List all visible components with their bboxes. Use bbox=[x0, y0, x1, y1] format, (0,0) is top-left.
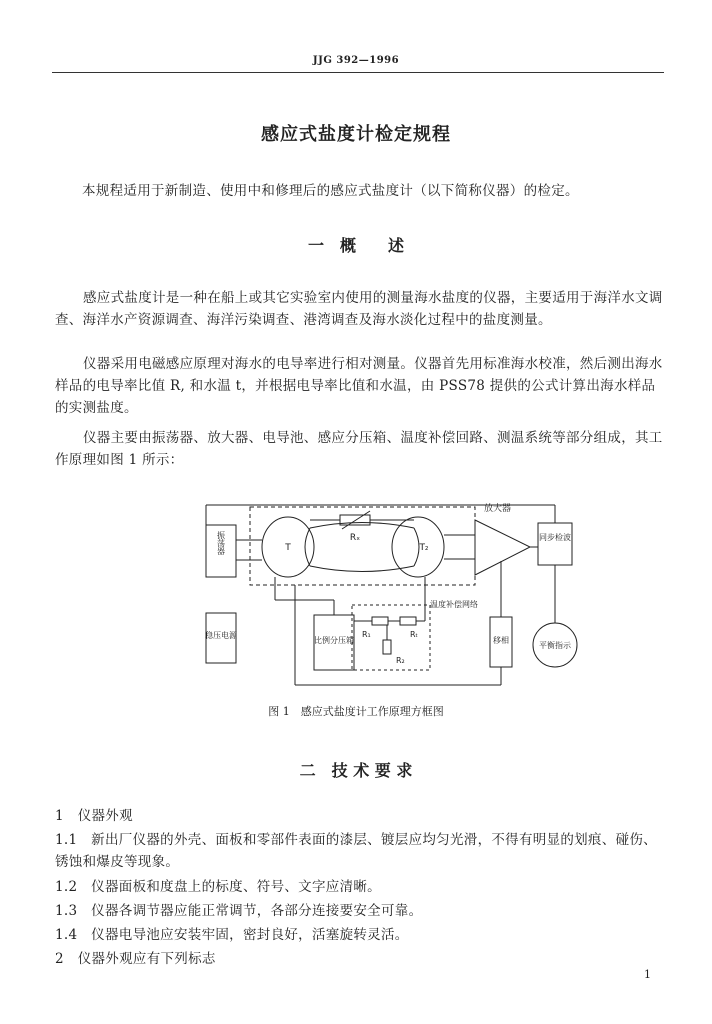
rx-label: Rₓ bbox=[349, 533, 361, 543]
sync-detector-label: 同步检波 bbox=[539, 533, 571, 542]
requirement-item: 1.3 仪器各调节器应能正常调节，各部分连接要安全可靠。 bbox=[55, 903, 423, 919]
section-1-para-1: 感应式盐度计是一种在船上或其它实验室内使用的测量海水盐度的仪器，主要适用于海洋水文调查、海洋水产资源调查、海洋污染调查、港湾调查及海水淡化过程中的盐度测量。 bbox=[55, 290, 663, 328]
temp-network-label: 温度补偿网络 bbox=[430, 600, 478, 609]
page-number: 1 bbox=[644, 968, 651, 981]
divider-label: 比例分压箱 bbox=[314, 636, 354, 645]
r2-resistor bbox=[383, 640, 391, 654]
amplifier-label: 放大器 bbox=[484, 504, 512, 514]
section-1-para-2: 仪器采用电磁感应原理对海水的电导率进行相对测量。仪器首先用标准海水校准，然后测出海水样品的电导率比值 R, 和水温 t，并根据电导率比值和水温，由 PSS78 提供的公式计算出海水样品的实测盐度。 bbox=[55, 356, 663, 416]
oscillator-label: 振荡器 bbox=[216, 531, 226, 555]
intro-paragraph: 本规程适用于新制造、使用中和修理后的感应式盐度计（以下简称仪器）的检定。 bbox=[82, 183, 579, 199]
cell-enclosure bbox=[250, 507, 475, 585]
t1-label: T bbox=[285, 543, 291, 553]
sync-detector-box bbox=[538, 523, 572, 565]
cell-end-left bbox=[305, 528, 310, 566]
r1-label: R₁ bbox=[362, 630, 371, 639]
requirement-item: 1.2 仪器面板和度盘上的标度、符号、文字应清晰。 bbox=[55, 879, 381, 895]
balance-label: 平衡指示 bbox=[539, 641, 571, 650]
figure-caption: 图 1 感应式盐度计工作原理方框图 bbox=[268, 705, 444, 718]
rt-label: Rₜ bbox=[410, 630, 418, 639]
t2-label: T₂ bbox=[419, 543, 429, 553]
requirement-item: 1.4 仪器电导池应安装牢固，密封良好，活塞旋转灵活。 bbox=[55, 927, 409, 943]
section-1-para-3: 仪器主要由振荡器、放大器、电导池、感应分压箱、温度补偿回路、测温系统等部分组成，其工作原理如图 1 所示： bbox=[55, 430, 663, 468]
requirement-item: 2 仪器外观应有下列标志 bbox=[55, 951, 216, 967]
requirement-item: 1.1 新出厂仪器的外壳、面板和零部件表面的漆层、镀层应均匀光滑，不得有明显的划痕、碰伤、锈蚀和爆皮等现象。 bbox=[55, 832, 657, 870]
conductivity-cell-tube bbox=[310, 523, 414, 572]
amplifier bbox=[475, 520, 530, 575]
power-supply-label: 稳压电源 bbox=[205, 631, 237, 640]
phase-shifter-label: 移相 bbox=[493, 636, 509, 645]
rt-resistor bbox=[400, 617, 416, 625]
requirement-item: 1 仪器外观 bbox=[55, 808, 133, 824]
block-diagram bbox=[200, 495, 580, 700]
r2-label: R₂ bbox=[396, 656, 405, 665]
r1-resistor bbox=[372, 617, 388, 625]
toroid-t2 bbox=[392, 517, 444, 577]
header-rule bbox=[52, 72, 664, 73]
section-2-title: 二 技 术 要 求 bbox=[299, 761, 413, 780]
cell-end-right bbox=[414, 528, 419, 566]
section-1-title: 一 概 述 bbox=[307, 236, 404, 255]
page-header: JJG 392—1996 bbox=[312, 55, 400, 66]
page-title: 感应式盐度计检定规程 bbox=[261, 124, 451, 145]
